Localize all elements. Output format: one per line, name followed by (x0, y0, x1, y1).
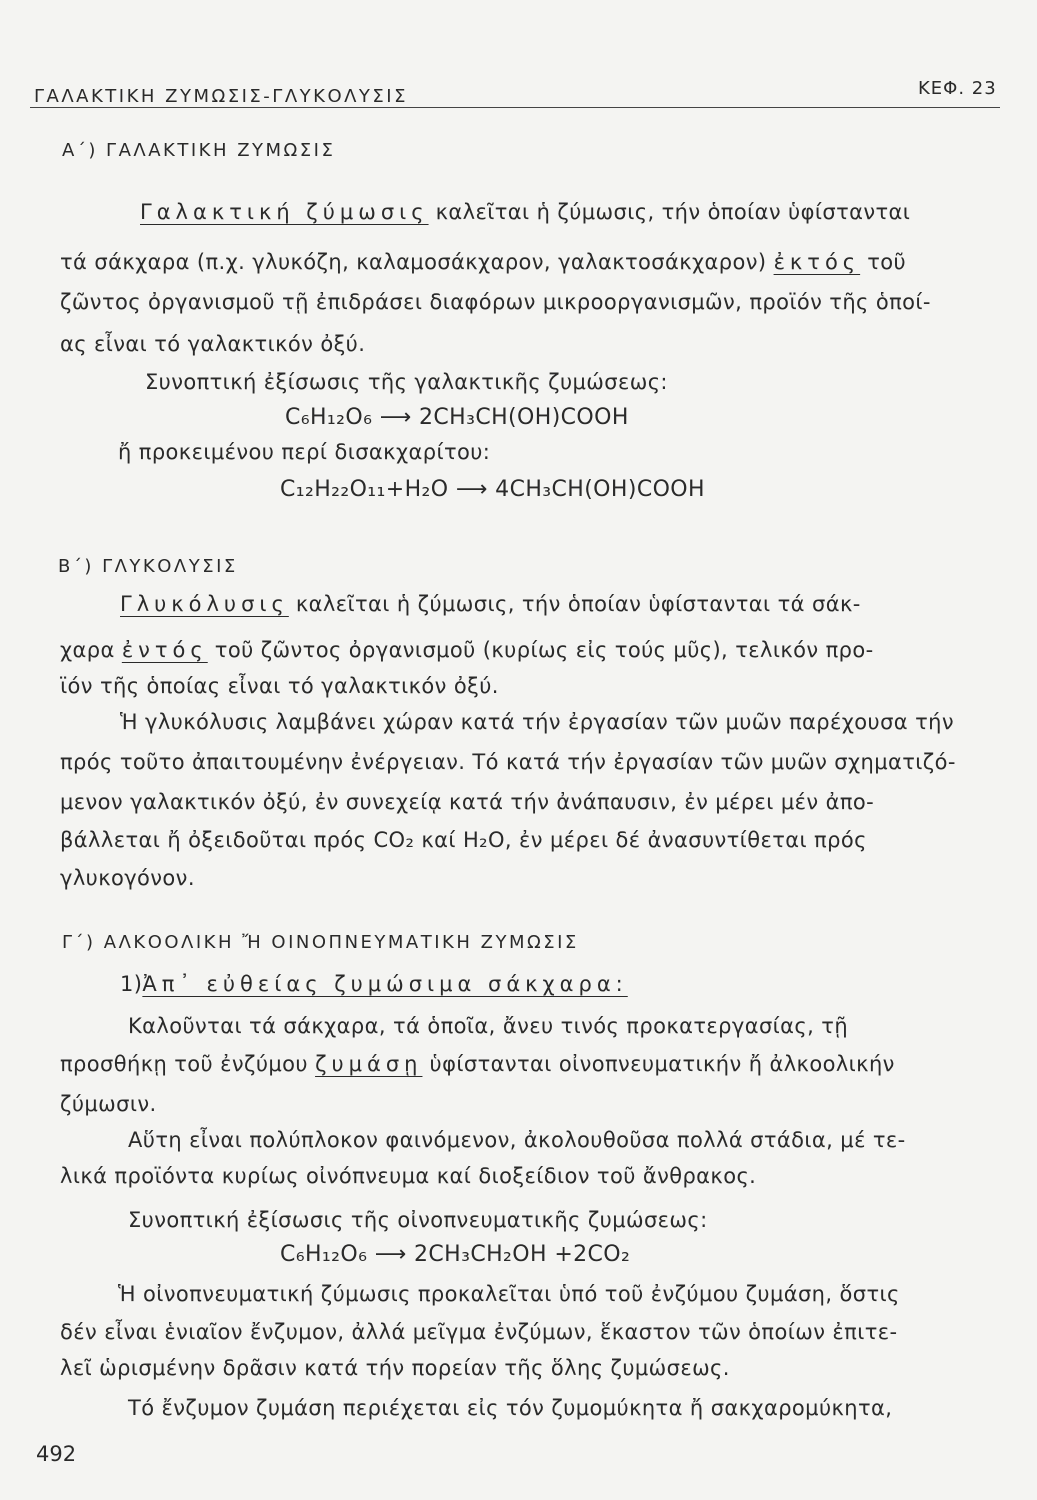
page-number: 492 (36, 1442, 77, 1466)
chapter-label: ΚΕΦ. 23 (918, 78, 997, 99)
running-title: ΓΑΛΑΚΤΙΚΗ ΖΥΜΩΣΙΣ-ΓΛΥΚΟΛΥΣΙΣ (34, 86, 408, 107)
section-a-line-4: ας εἶναι τό γαλακτικόν ὀξύ. (60, 332, 366, 356)
line-text: προσθήκῃ τοῦ ἐνζύμου (60, 1052, 316, 1076)
line-text: ὑφίστανται οἰνοπνευματικήν ἤ ἀλκοολικήν (422, 1052, 895, 1076)
section-c-heading: Γ΄) ΑΛΚΟΟΛΙΚΗ Ἤ ΟΙΝΟΠΝΕΥΜΑΤΙΚΗ ΖΥΜΩΣΙΣ (62, 932, 579, 953)
section-c-line-5: λικά προϊόντα κυρίως οἰνόπνευμα καί διοξείδιον τοῦ ἄνθρακος. (60, 1164, 757, 1188)
line-text: καλεῖται ἡ ζύμωσις, τήν ὁποίαν ὑφίστανται τά σάκ- (288, 592, 861, 616)
section-b-line-5: πρός τοῦτο ἀπαιτουμένην ἐνέργειαν. Τό κατά τήν ἐργασίαν τῶν μυῶν σχηματιζό- (60, 750, 956, 774)
section-c-line-4: Αὕτη εἶναι πολύπλοκον φαινόμενον, ἀκολουθοῦσα πολλά στάδια, μέ τε- (128, 1128, 906, 1152)
emph-ektos: ἐκτός (773, 250, 861, 274)
section-c-subheading (120, 972, 628, 996)
section-a-line-3: ζῶντος ὀργανισμοῦ τῇ ἐπιδράσει διαφόρων μικροοργανισμῶν, προϊόν τῆς ὁποί- (60, 290, 931, 314)
line-text: καλεῖται ἡ ζύμωσις, τήν ὁποίαν ὑφίστανται (428, 200, 911, 224)
section-c-line-3: ζύμωσιν. (60, 1092, 157, 1116)
equation-disaccharide: C₁₂H₂₂O₁₁+H₂O ⟶ 4CH₃CH(OH)COOH (280, 477, 705, 502)
line-text: τοῦ (860, 250, 907, 274)
section-a-line-6: ἤ προκειμένου περί δισακχαρίτου: (118, 440, 491, 464)
section-c-line-1: Καλοῦνται τά σάκχαρα, τά ὁποῖα, ἄνευ τινός προκατεργασίας, τῇ (128, 1014, 849, 1038)
emph-zymasi: ζυμάσῃ (315, 1052, 423, 1076)
section-c-line-10: Τό ἔνζυμον ζυμάση περιέχεται εἰς τόν ζυμομύκητα ἤ σακχαρομύκητα, (128, 1396, 893, 1420)
section-c-line-6: Συνοπτική ἐξίσωσις τῆς οἰνοπνευματικῆς ζυμώσεως: (128, 1208, 708, 1232)
section-b-line-1 (120, 592, 861, 616)
sub-number: 1) (120, 972, 143, 996)
emph-entos: ἐντός (121, 638, 208, 662)
equation-alcoholic-fermentation: C₆H₁₂O₆ ⟶ 2CH₃CH₂OH +2CO₂ (280, 1242, 631, 1267)
line-text: τά σάκχαρα (π.χ. γλυκόζη, καλαμοσάκχαρον, γαλακτοσάκχαρον) (60, 250, 774, 274)
section-b-line-3: ϊόν τῆς ὁποίας εἶναι τό γαλακτικόν ὀξύ. (60, 674, 499, 698)
section-a-line-5: Συνοπτική ἐξίσωσις τῆς γαλακτικῆς ζυμώσεως: (145, 370, 668, 394)
section-a-line-2 (60, 250, 906, 274)
equation-lactic-fermentation: C₆H₁₂O₆ ⟶ 2CH₃CH(OH)COOH (285, 405, 629, 430)
section-b-line-7: βάλλεται ἤ ὀξειδοῦται πρός CO₂ καί H₂O, ἐν μέρει δέ ἀνασυντίθεται πρός (60, 828, 867, 852)
section-b-line-8: γλυκογόνον. (60, 866, 195, 890)
sub-title-direct-fermentable: Ἀπ᾿ εὐθείας ζυμώσιμα σάκχαρα: (142, 972, 628, 996)
section-c-line-8: δέν εἶναι ἑνιαῖον ἔνζυμον, ἀλλά μεῖγμα ἐνζύμων, ἕκαστον τῶν ὁποίων ἐπιτε- (60, 1320, 898, 1344)
section-c-line-9: λεῖ ὡρισμένην δρᾶσιν κατά τήν πορείαν τῆς ὅλης ζυμώσεως. (60, 1356, 730, 1380)
section-b-line-4: Ἡ γλυκόλυσις λαμβάνει χώραν κατά τήν ἐργασίαν τῶν μυῶν παρέχουσα τήν (120, 710, 954, 734)
section-b-heading: Β΄) ΓΛΥΚΟΛΥΣΙΣ (58, 556, 238, 577)
section-b-line-6: μενον γαλακτικόν ὀξύ, ἐν συνεχείᾳ κατά τήν ἀνάπαυσιν, ἐν μέρει μέν ἀπο- (60, 790, 875, 814)
term-glykolysis: Γλυκόλυσις (120, 592, 289, 616)
section-a-heading: Α΄) ΓΑΛΑΚΤΙΚΗ ΖΥΜΩΣΙΣ (62, 140, 336, 161)
term-galaktiki-zymosis: Γαλακτική ζύμωσις (140, 200, 429, 224)
line-text: χαρα (60, 638, 122, 662)
section-a-line-1 (140, 200, 910, 224)
line-text: τοῦ ζῶντος ὀργανισμοῦ (κυρίως εἰς τούς μῦς), τελικόν προ- (207, 638, 874, 662)
header-rule (30, 107, 1000, 108)
section-c-line-2 (60, 1052, 895, 1076)
section-b-line-2 (60, 638, 874, 662)
section-c-line-7: Ἡ οἰνοπνευματική ζύμωσις προκαλεῖται ὑπό τοῦ ἐνζύμου ζυμάση, ὅστις (118, 1282, 900, 1306)
